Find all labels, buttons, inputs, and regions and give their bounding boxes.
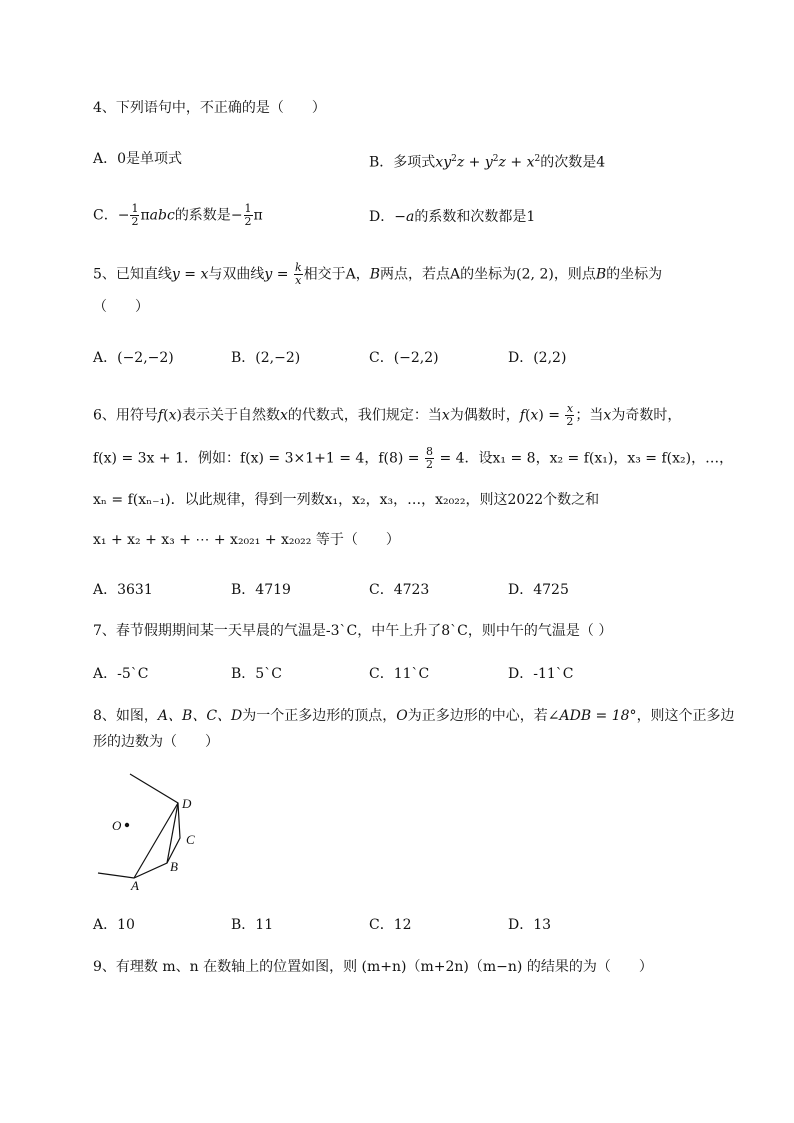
q8-line-1: 8、如图，A、B、C、D为一个正多边形的顶点，O为正多边形的中心，若∠ADB = 18°，则这个正多边 [93, 708, 735, 724]
q8-option-a: A．10 [93, 917, 135, 933]
q5-stem: 5、已知直线y = x与双曲线y = $\frac{k}{x}$ 相交于A，B两点，若点A的坐标为(2, 2)，则点B的坐标为 [93, 261, 663, 287]
q8-option-b: B．11 [231, 917, 274, 933]
q8-option-d: D．13 [508, 917, 552, 933]
q7-option-d: D．-11`C [508, 666, 574, 682]
center-point [125, 823, 129, 827]
q4-option-b: B．多项式$xy^2z + y^2z + x^2$的次数是4 [369, 154, 606, 171]
label-a: A [131, 878, 139, 893]
q6-option-d: D．4725 [508, 582, 569, 598]
q6-option-c: C．4723 [369, 582, 430, 598]
q6-line-3: xₙ = f(xₙ₋₁)．以此规律，得到一列数x₁，x₂，x₃，…，x₂₀₂₂，则这2022个数之和 [93, 492, 600, 508]
q7-option-b: B．5`C [231, 666, 282, 682]
q7-option-a: A．-5`C [93, 666, 149, 682]
q6-line-4: x₁ + x₂ + x₃ + ⋯ + x₂₀₂₁ + x₂₀₂₂ 等于（ ） [93, 532, 400, 548]
q4-option-a: A．0是单项式 [93, 151, 183, 167]
q4-stem: 4、下列语句中，不正确的是（ ） [93, 100, 326, 116]
q8-line-2: 形的边数为（ ） [93, 734, 219, 750]
q6-option-b: B．4719 [231, 582, 291, 598]
q7-option-c: C．11`C [369, 666, 430, 682]
q6-option-a: A．3631 [93, 582, 153, 598]
label-c: C [186, 832, 195, 847]
polygon-figure [90, 770, 230, 895]
q9-stem: 9、有理数 m、n 在数轴上的位置如图，则 (m+n)（m+2n)（m−n) 的结果的为（ ） [93, 959, 653, 975]
q4-option-c: C．− $\frac{1}{2}$ πabc的系数是− $\frac{1}{2}$ π [93, 202, 263, 228]
label-d: D [182, 796, 192, 811]
q5-stem-line2: （ ） [93, 299, 149, 315]
q5-option-a: A．(−2,−2) [93, 350, 174, 366]
q5-option-b: B．(2,−2) [231, 350, 301, 366]
q5-option-c: C．(−2,2) [369, 350, 439, 366]
q5-option-d: D．(2,2) [508, 350, 567, 366]
q7-stem: 7、春节假期期间某一天早晨的气温是-3`C，中午上升了8`C，则中午的气温是（ ） [93, 623, 613, 639]
q6-line-2: f(x) = 3x + 1．例如：f(x) = 3×1+1 = 4，f(8) = $\frac{8}{2}$ = 4．设x₁ = 8，x₂ = f(x₁)，x₃ = f(x₂)，…， [93, 445, 734, 471]
label-o: O [112, 818, 122, 833]
q6-line-1: 6、用符号f(x)表示关于自然数x的代数式，我们规定：当x为偶数时，f(x) = $\frac{x}{2}$ ；当x为奇数时， [93, 402, 682, 428]
label-b: B [170, 859, 178, 874]
q4-option-d: D．−a的系数和次数都是1 [369, 209, 536, 225]
q8-option-c: C．12 [369, 917, 412, 933]
